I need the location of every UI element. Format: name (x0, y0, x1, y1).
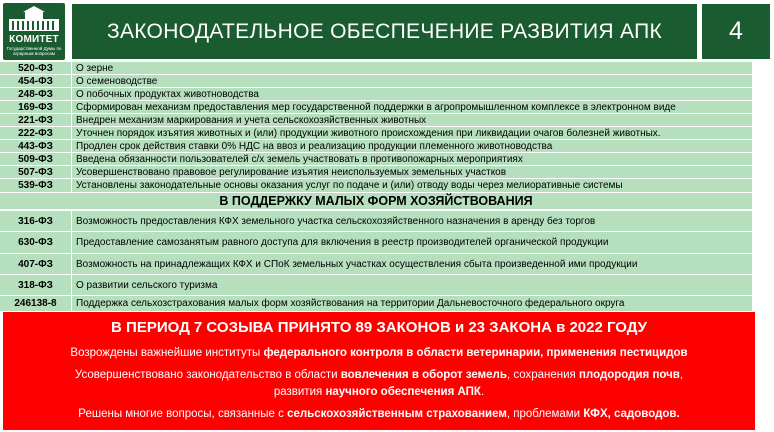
law-number: 246138-8 (0, 296, 72, 311)
summary-line-4 (3, 408, 755, 420)
law-number: 630-ФЗ (0, 232, 72, 253)
summary-highlight: КФХ, садоводов. (583, 408, 680, 420)
summary-headline: В ПЕРИОД 7 СОЗЫВА ПРИНЯТО 89 ЗАКОНОВ и 23 ЗАКОНА в 2022 ГОДУ (111, 319, 647, 336)
table-row (0, 153, 752, 166)
law-number: 520-ФЗ (0, 62, 72, 74)
summary-text: Решены многие вопросы, связанные с (78, 408, 288, 420)
law-number: 318-ФЗ (0, 275, 72, 295)
law-number: 221-ФЗ (0, 114, 72, 126)
law-description: Возможность предоставления КФХ земельного участка сельскохозяйственного назначения в аренду без торгов (76, 215, 596, 227)
summary-text: . (480, 386, 485, 398)
section-heading: В ПОДДЕРЖКУ МАЛЫХ ФОРМ ХОЗЯЙСТВОВАНИЯ (0, 193, 752, 210)
table-row (0, 275, 752, 296)
summary-text: , проблемами (506, 408, 584, 420)
law-number: 222-ФЗ (0, 127, 72, 139)
law-description: О зерне (76, 62, 114, 74)
logo-subtitle: Государственной Думы по аграрным вопросам (6, 46, 62, 56)
law-description: О побочных продуктах животноводства (76, 88, 259, 100)
table-row (0, 254, 752, 275)
table-row (0, 62, 752, 75)
law-number: 169-ФЗ (0, 101, 72, 113)
table-row (0, 232, 752, 254)
summary-line-2 (3, 369, 755, 381)
law-number: 507-ФЗ (0, 166, 72, 178)
summary-box (3, 312, 755, 430)
law-description: Установлены законодательные основы оказания услуг по подаче и (или) отводу воды через мелиоративные системы (76, 180, 623, 191)
table-row (0, 114, 752, 127)
committee-logo (3, 3, 65, 60)
summary-text: , сохранения (506, 369, 579, 381)
law-description: Поддержка сельхозстрахования малых форм хозяйствования на территории Дальневосточного федерального округа (76, 298, 625, 309)
summary-highlight: сельскохозяйственным страхованием (287, 408, 507, 420)
summary-highlight: федерального контроля в области ветеринарии, применения пестицидов (263, 347, 688, 359)
law-description: О семеноводстве (76, 75, 158, 87)
law-description: Введена обязанности пользователей с/х земель участвовать в противопожарных мероприятиях (76, 153, 523, 165)
law-number: 539-ФЗ (0, 179, 72, 192)
law-description: Сформирован механизм предоставления мер государственной поддержки в агропромышленном комплексе в электронном виде (76, 101, 676, 113)
summary-text: , (679, 369, 684, 381)
law-number: 407-ФЗ (0, 254, 72, 274)
page-number: 4 (729, 17, 743, 45)
summary-highlight: вовлечения в оборот земель (340, 369, 507, 381)
law-description: Усовершенствовано правовое регулирование изъятия неиспользуемых земельных участков (76, 166, 507, 178)
law-description: Возможность на принадлежащих КФХ и СПоК земельных участках осуществления сбыта произведенной ими продукции (76, 258, 638, 270)
summary-text: Усовершенствовано законодательство в области (74, 369, 341, 381)
table-row (0, 127, 752, 140)
summary-highlight: научного обеспечения АПК (325, 386, 481, 398)
table-row (0, 75, 752, 88)
table-row (0, 211, 752, 232)
table-row (0, 140, 752, 153)
law-number: 454-ФЗ (0, 75, 72, 87)
law-number: 509-ФЗ (0, 153, 72, 165)
page-number-box (702, 4, 770, 59)
logo-title: КОМИТЕТ (9, 34, 59, 45)
slide-header (0, 0, 774, 62)
table-row (0, 88, 752, 101)
slide-title: ЗАКОНОДАТЕЛЬНОЕ ОБЕСПЕЧЕНИЕ РАЗВИТИЯ АПК (106, 20, 663, 43)
law-description: Продлен срок действия ставки 0% НДС на ввоз и реализацию продукции племенного животноводства (76, 140, 553, 152)
table-row (0, 296, 752, 312)
parliament-building-icon (3, 5, 65, 33)
table-row (0, 101, 752, 114)
law-description: Уточнен порядок изъятия животных и (или) продукции животного происхождения при ликвидации очагов болезней животных. (76, 127, 661, 139)
summary-line-3 (3, 386, 755, 398)
summary-text: Возрождены важнейшие институты (70, 347, 264, 359)
summary-highlight: плодородия почв (578, 369, 680, 381)
law-number: 248-ФЗ (0, 88, 72, 100)
title-bar (72, 4, 697, 59)
law-description: О развитии сельского туризма (76, 279, 218, 291)
law-number: 443-ФЗ (0, 140, 72, 152)
law-number: 316-ФЗ (0, 211, 72, 231)
law-description: Внедрен механизм маркирования и учета сельскохозяйственных животных (76, 114, 427, 126)
table-row (0, 166, 752, 179)
summary-line-1 (3, 347, 755, 359)
table-row (0, 179, 752, 193)
summary-text: развития (273, 386, 326, 398)
law-description: Предоставление самозанятым равного доступа для включения в реестр производителей органической продукции (76, 237, 609, 248)
